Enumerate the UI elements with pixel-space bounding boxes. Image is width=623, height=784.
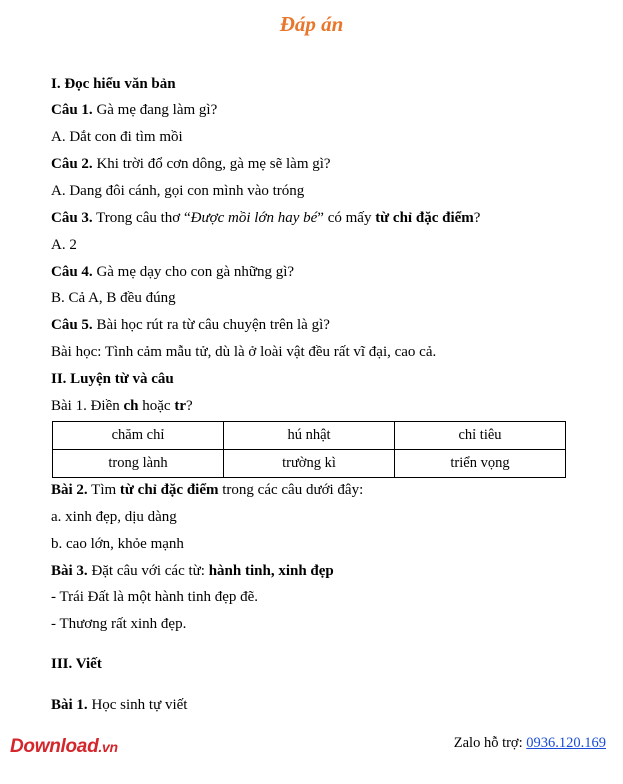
keyword: từ chỉ đặc điểm — [119, 482, 219, 498]
exercise-text: ? — [185, 398, 193, 414]
question-label: Câu 3. — [51, 210, 93, 226]
question-label: Câu 5. — [51, 317, 93, 333]
exercise-1-prompt — [51, 397, 193, 415]
exercise-text: Bài 1. Điền — [51, 398, 124, 414]
section-heading-vocabulary: II. Luyện từ và câu — [51, 371, 174, 387]
table-cell: trong lành — [53, 450, 224, 478]
answer-3: A. 2 — [51, 237, 77, 253]
keyword: ch — [123, 398, 139, 414]
support-phone-link[interactable]: 0936.120.169 — [526, 735, 606, 751]
exercise-text: Đặt câu với các từ: — [87, 563, 209, 579]
answer-5: Bài học: Tình cảm mẫu tử, dù là ở loài vật đều rất vĩ đại, cao cả. — [51, 344, 437, 360]
exercise-3-prompt — [51, 562, 334, 580]
exercise-3-sentence-1: - Trái Đất là một hành tinh đẹp đẽ. — [51, 589, 259, 605]
keyword: tr — [174, 398, 186, 414]
table-cell: hú nhật — [224, 422, 395, 450]
support-label: Zalo hỗ trợ: — [453, 735, 527, 751]
writing-exercise-1 — [51, 696, 187, 714]
logo-text: Download — [10, 736, 99, 757]
exercise-2-answer-b: b. cao lớn, khỏe mạnh — [51, 536, 184, 552]
table-row — [53, 450, 566, 478]
question-text: ” có mấy — [317, 210, 376, 226]
table-row — [53, 422, 566, 450]
question-label: Câu 2. — [51, 156, 93, 172]
answer-2: A. Dang đôi cánh, gọi con mình vào tróng — [51, 183, 305, 199]
question-3 — [51, 209, 480, 227]
logo-suffix: .vn — [98, 739, 118, 755]
question-text: ? — [473, 210, 481, 226]
exercise-text: hoặc — [138, 398, 175, 414]
question-text: Trong câu thơ “ — [92, 210, 191, 226]
quoted-verse: Được mồi lớn hay bé — [190, 210, 318, 226]
question-2 — [51, 155, 331, 173]
exercise-2-answer-a: a. xinh đẹp, dịu dàng — [51, 509, 177, 525]
section-heading-writing: III. Viết — [51, 656, 102, 672]
keyword: từ chỉ đặc điểm — [375, 210, 474, 226]
exercise-text: Tìm — [87, 482, 120, 498]
zalo-support — [454, 735, 606, 752]
exercise-3-sentence-2: - Thương rất xinh đẹp. — [51, 616, 187, 632]
exercise-label: Bài 1. — [51, 697, 88, 713]
question-label: Câu 1. — [51, 102, 93, 118]
question-4 — [51, 263, 294, 281]
exercise-label: Bài 2. — [51, 482, 88, 498]
table-cell: trường kì — [224, 450, 395, 478]
exercise-text: trong các câu dưới đây: — [218, 482, 364, 498]
question-text: Gà mẹ dạy cho con gà những gì? — [92, 264, 295, 280]
question-text: Gà mẹ đang làm gì? — [92, 102, 218, 118]
page-title: Đáp án — [279, 12, 344, 36]
question-text: Bài học rút ra từ câu chuyện trên là gì? — [92, 317, 330, 333]
table-cell: chỉ tiêu — [395, 422, 566, 450]
answer-4: B. Cả A, B đều đúng — [51, 290, 176, 306]
section-heading-reading: I. Đọc hiểu văn bản — [51, 76, 176, 92]
table-cell: triển vọng — [395, 450, 566, 478]
exercise-label: Bài 3. — [51, 563, 88, 579]
question-label: Câu 4. — [51, 264, 93, 280]
answer-1: A. Dắt con đi tìm mồi — [51, 129, 183, 145]
keyword: hành tinh, xinh đẹp — [208, 563, 334, 579]
question-5 — [51, 316, 330, 334]
question-1 — [51, 101, 217, 119]
download-logo[interactable] — [10, 736, 118, 758]
exercise-text: Học sinh tự viết — [87, 697, 188, 713]
answer-table — [52, 421, 566, 478]
exercise-2-prompt — [51, 481, 363, 499]
question-text: Khi trời đổ cơn dông, gà mẹ sẽ làm gì? — [92, 156, 331, 172]
table-cell: chăm chỉ — [53, 422, 224, 450]
